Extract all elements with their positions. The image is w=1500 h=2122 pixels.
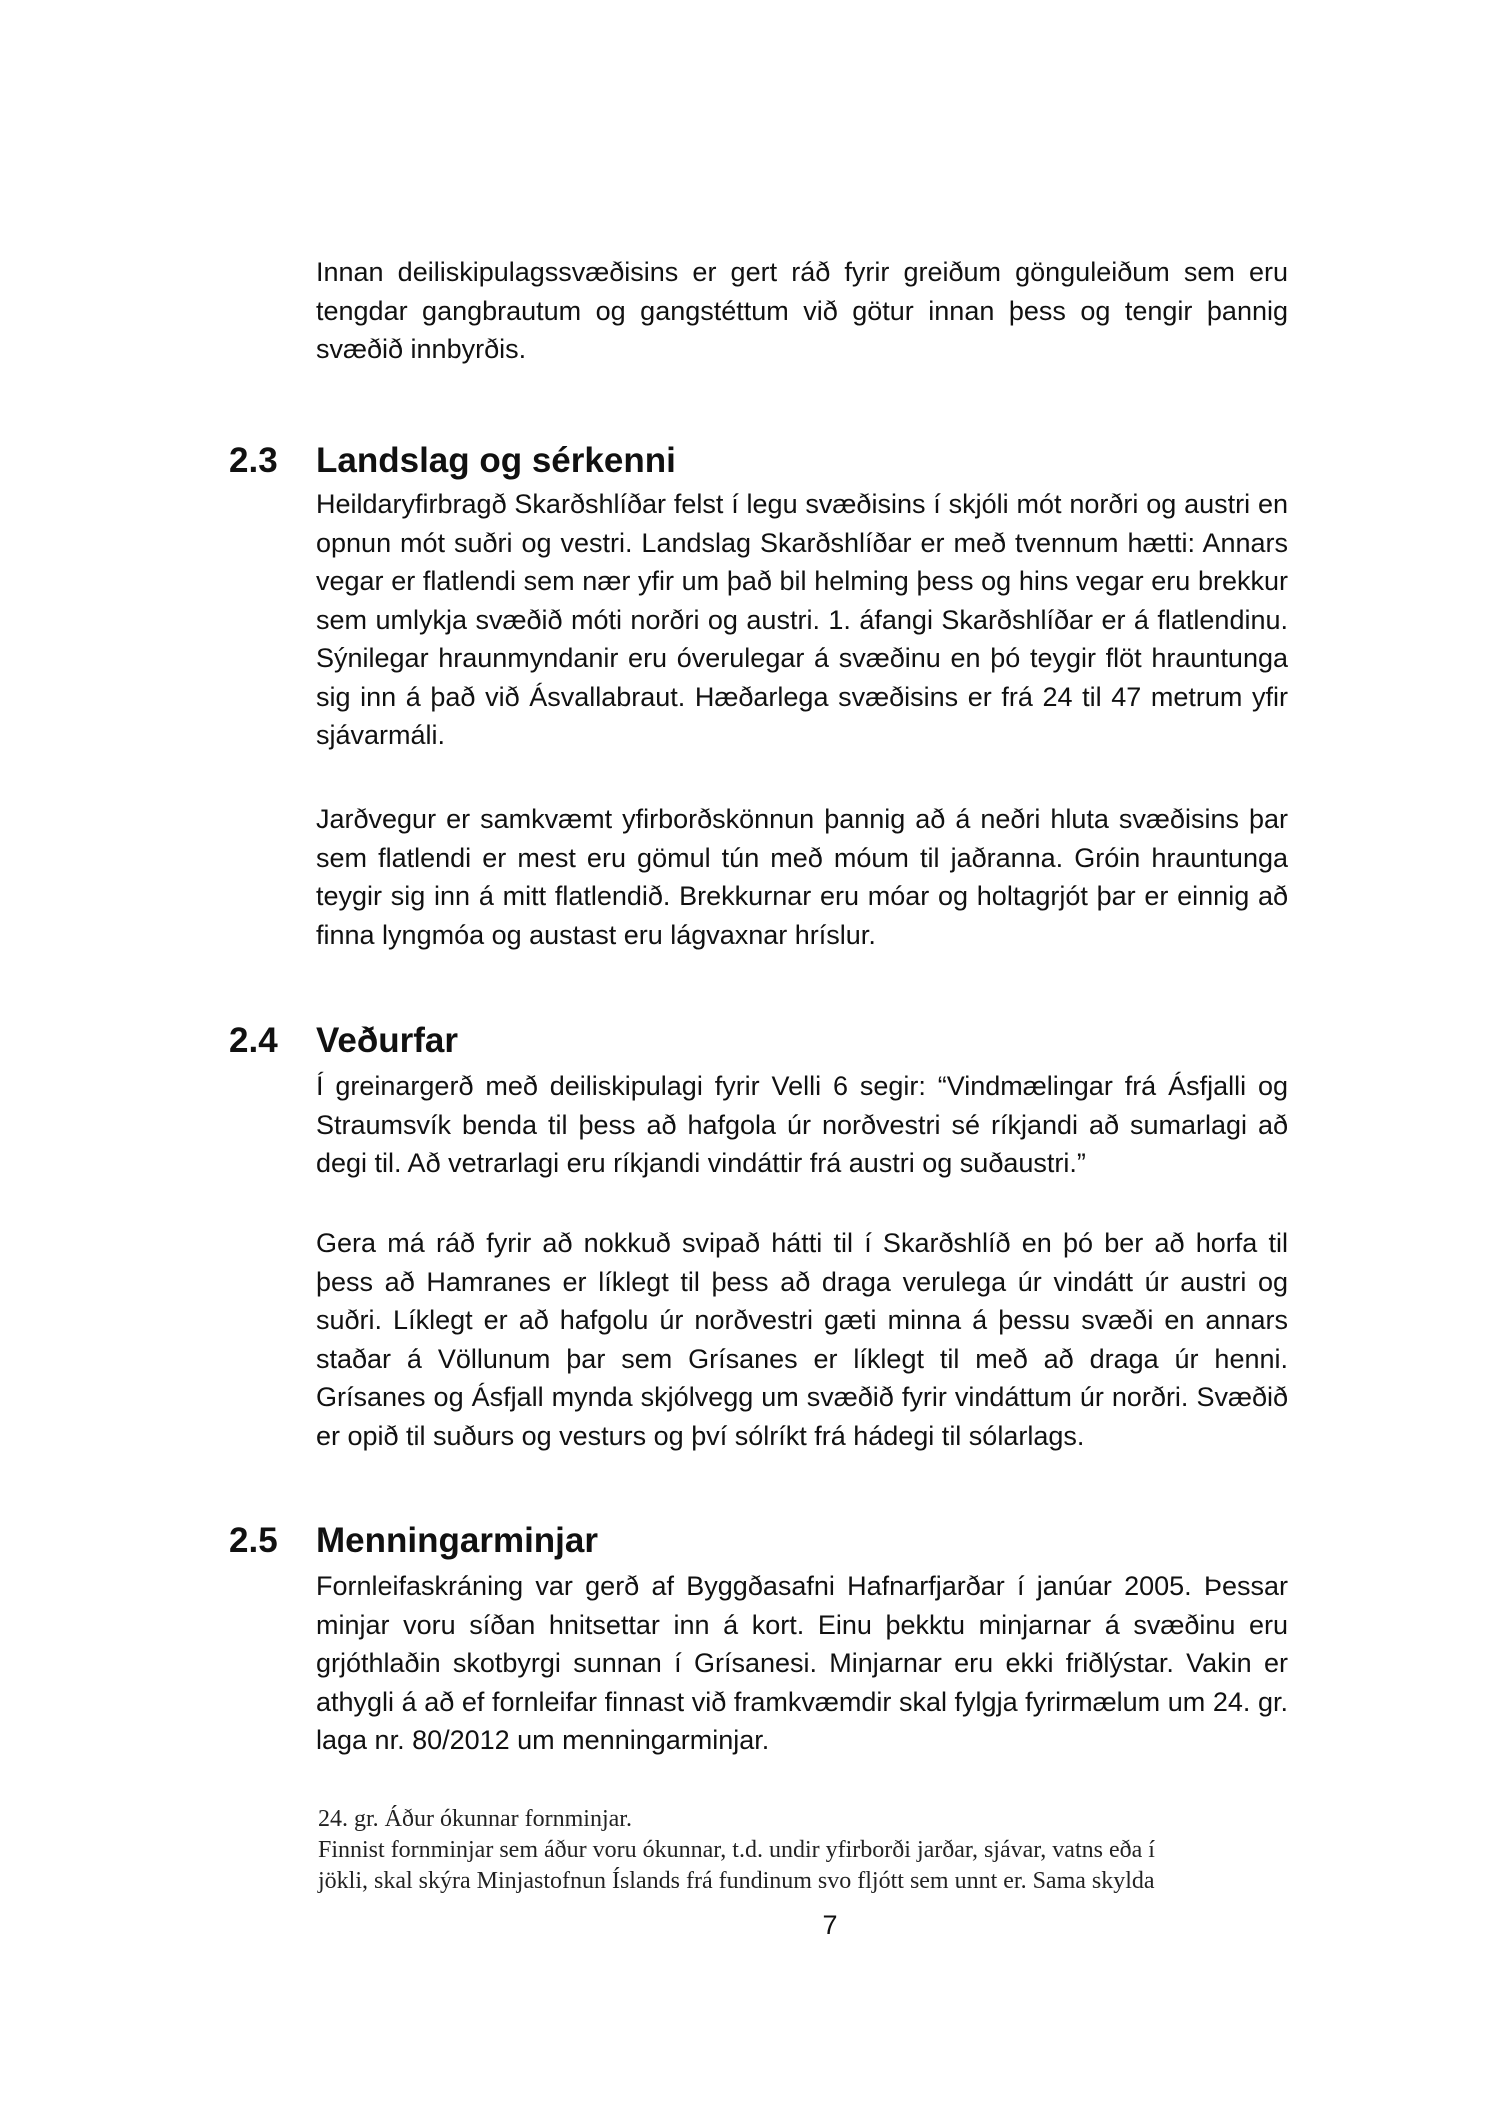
section-2-4-paragraph-2: Gera má ráð fyrir að nokkuð svipað hátti til í Skarðshlíð en þó ber að horfa til þess að Hamranes er líklegt til þess að draga verulega úr vindátt úr austri og suðri. Líklegt er að hafgolu úr norðvestri gæti minna á þessu svæði en annars staðar á Völlunum þar sem Grísanes er líklegt til með að draga úr henni. Grísanes og Ásfjall mynda skjólvegg um svæðið fyrir vindáttum úr norðri. Svæðið er opið til suðurs og vesturs og því sólríkt frá hádegi til sólarlags. [316,1228,1288,1451]
section-2-4-paragraph-1: Í greinargerð með deiliskipulagi fyrir Velli 6 segir: “Vindmælingar frá Ásfjalli og Straumsvík benda til þess að hafgola úr norðvestri sé ríkjandi að sumarlagi að degi til. Að vetrarlagi eru ríkjandi vindáttir frá austri og suðaustri.” [316,1071,1288,1178]
section-title: Landslag og sérkenni [316,441,676,480]
section-heading-2-5 [229,1521,598,1561]
section-2-3-paragraph-2: Jarðvegur er samkvæmt yfirborðskönnun þannig að á neðri hluta svæðisins þar sem flatlendi er mest eru gömul tún með móum til jaðranna. Gróin hrauntunga teygir sig inn á mitt flatlendið. Brekkurnar eru móar og holtagrjót þar er einnig að finna lyngmóa og austast eru lágvaxnar hríslur. [316,804,1288,950]
section-2-5-paragraph-1: Fornleifaskráning var gerð af Byggðasafni Hafnarfjarðar í janúar 2005. Þessar minjar voru síðan hnitsettar inn á kort. Einu þekktu minjarnar á svæðinu eru grjóthlaðin skotbyrgi sunnan í Grísanesi. Minjarnar eru ekki friðlýstar. Vakin er athygli á að ef fornleifar finnast við framkvæmdir skal fylgja fyrirmælum um 24. gr. laga nr. 80/2012 um menningarminjar. [316,1571,1288,1755]
section-heading-2-3 [229,441,676,481]
section-number: 2.4 [229,1021,278,1060]
section-number: 2.5 [229,1521,278,1560]
page-number: 7 [822,1910,838,1940]
footnote-line: jökli, skal skýra Minjastofnun Íslands frá fundinum svo fljótt sem unnt er. Sama skylda [318,1868,1155,1894]
section-title: Veðurfar [316,1021,458,1060]
section-heading-2-4 [229,1021,458,1061]
footnote-line: Finnist fornminjar sem áður voru ókunnar, t.d. undir yfirborði jarðar, sjávar, vatns eða í [318,1837,1155,1863]
section-number: 2.3 [229,441,278,480]
section-title: Menningarminjar [316,1521,598,1560]
footnote-line: 24. gr. Áður ókunnar fornminjar. [318,1806,632,1832]
intro-paragraph: Innan deiliskipulagssvæðisins er gert ráð fyrir greiðum gönguleiðum sem eru tengdar gangbrautum og gangstéttum við götur innan þess og tengir þannig svæðið innbyrðis. [316,257,1288,364]
section-2-3-paragraph-1: Heildaryfirbragð Skarðshlíðar felst í legu svæðisins í skjóli mót norðri og austri en opnun mót suðri og vestri. Landslag Skarðshlíðar er með tvennum hætti: Annars vegar er flatlendi sem nær yfir um það bil helming þess og hins vegar eru brekkur sem umlykja svæðið móti norðri og austri. 1. áfangi Skarðshlíðar er á flatlendinu. Sýnilegar hraunmyndanir eru óverulegar á svæðinu en þó teygir flöt hrauntunga sig inn á það við Ásvallabraut. Hæðarlega svæðisins er frá 24 til 47 metrum yfir sjávarmáli. [316,489,1288,750]
footnote [318,1804,1258,1897]
